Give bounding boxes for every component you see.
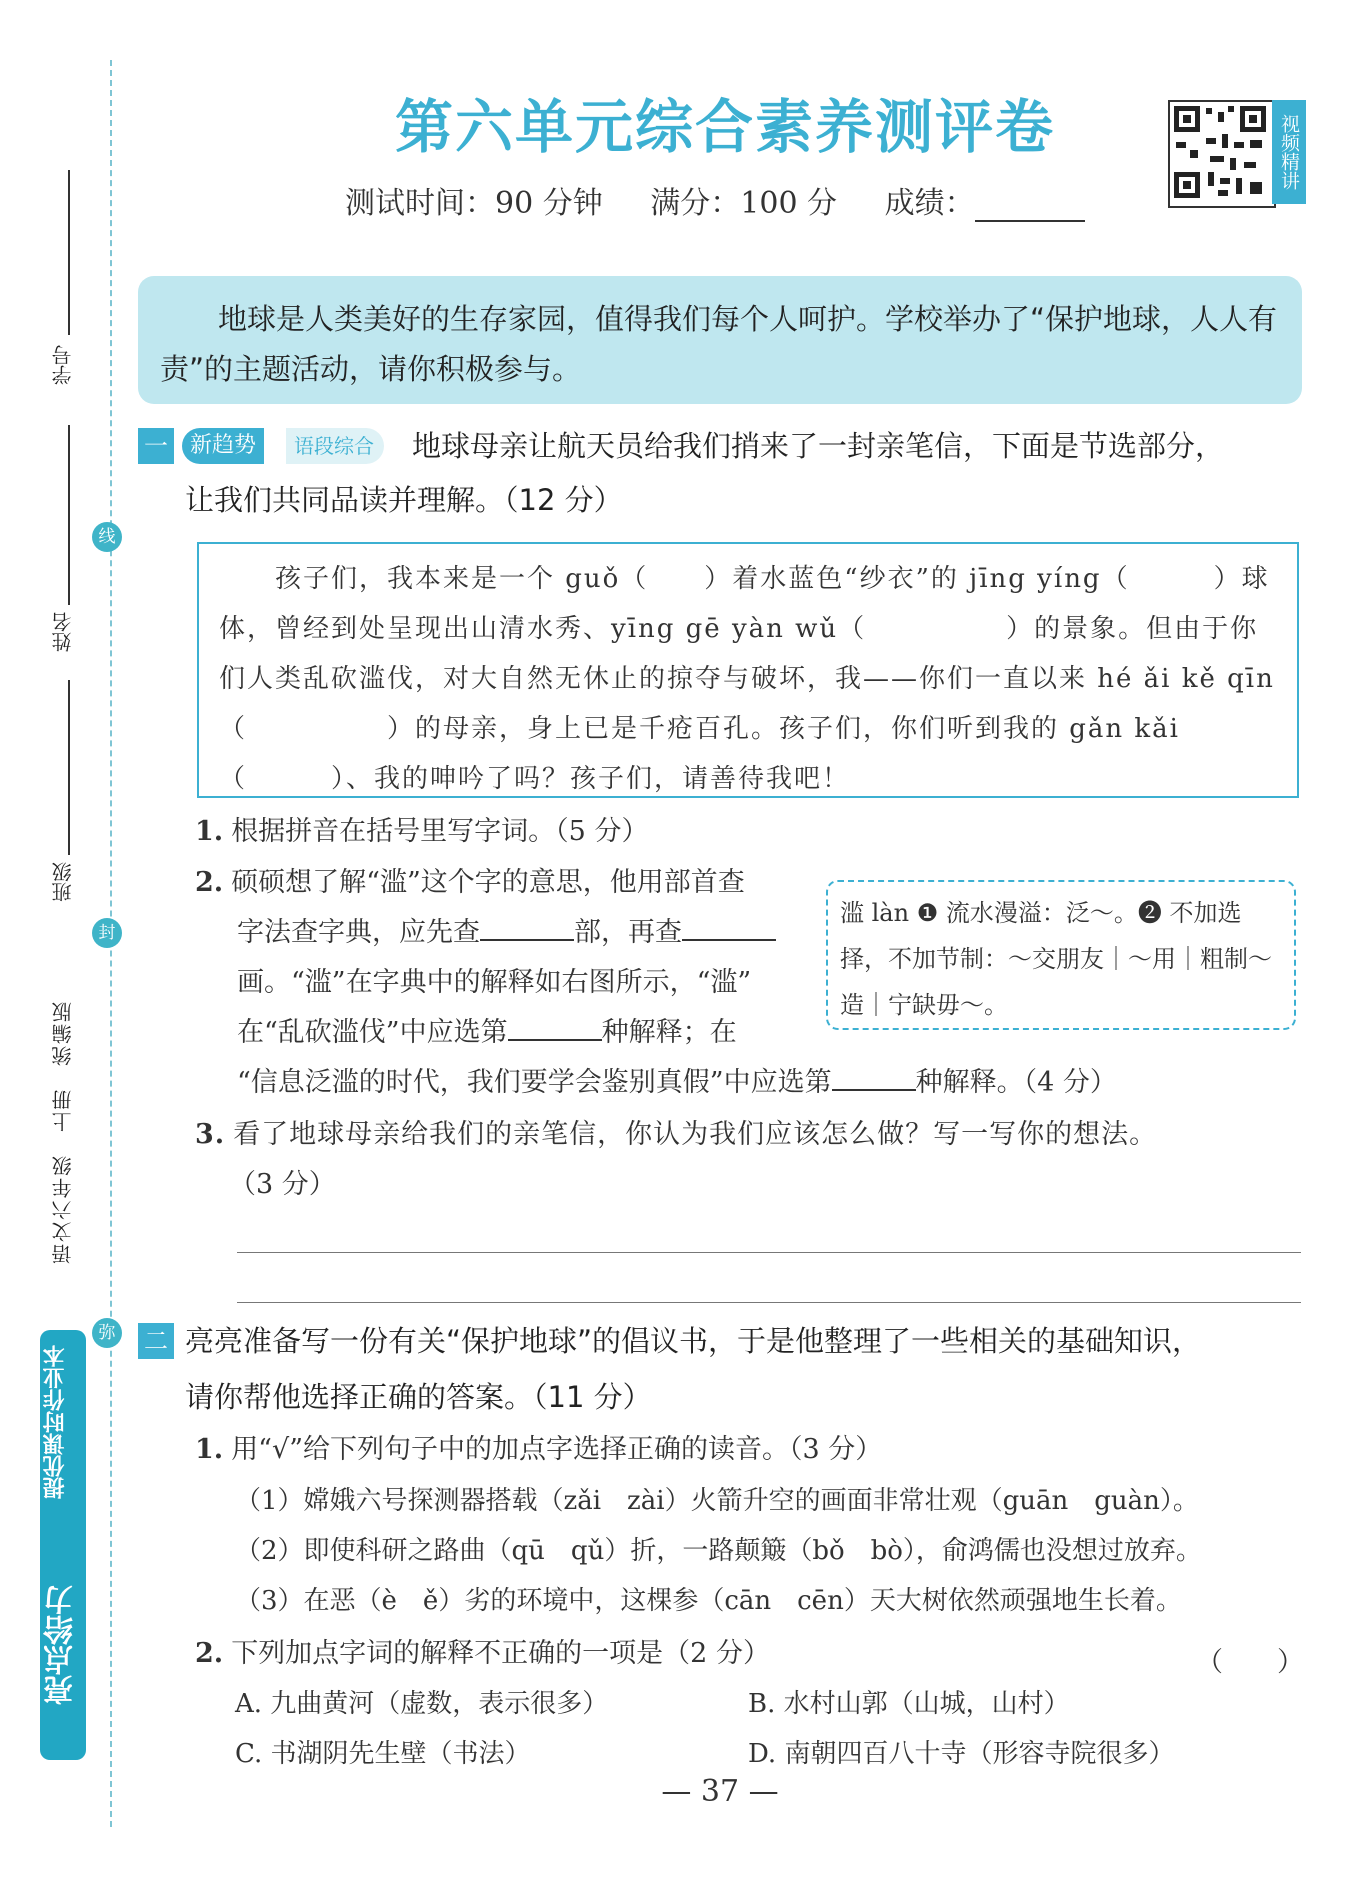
section2-number: 二 [138,1323,174,1359]
s2-question2: 2. 下列加点字词的解释不正确的一项是（2 分） [195,1638,770,1669]
option-d[interactable]: D. 南朝四百八十寺（形容寺院很多） [748,1739,1175,1769]
banji-label: 班级 [51,862,75,902]
brand-main: 亮点给力 [44,1585,79,1705]
test-time: 测试时间：90 分钟 [345,186,603,221]
option-c[interactable]: C. 书湖阴先生壁（书法） [235,1739,531,1769]
s2-q1-item2: （2）即使科研之路曲（qū qǔ）折，一路颠簸（bǒ bò），俞鸿儒也没想过放弃。 [235,1536,1202,1566]
brand-sub: 提优课时作业本 [43,1345,68,1499]
intro-box [138,276,1302,404]
xuehao-line [68,170,70,335]
section1-type-tag: 语段综合 [286,428,384,464]
section1-line2: 让我们共同品读并理解。（12 分） [185,483,623,517]
page-title: 第六单元综合素养测评卷 [394,93,1055,161]
letter-text: 孩子们，我本来是一个 guǒ（ ）着水蓝色“纱衣”的 jīng yíng（ ）球体，曾经到处呈现出山清水秀、yīng gē yàn wǔ（ ）的景象。但由于你们人类乱砍滥伐，对大自然无休止的掠夺与破坏，我——你们一直以来 hé ǎi kě qīn（ ）的母亲，身上已是千疮百孔。孩子们，你们听到我的 gǎn kǎi（ ）、我的呻吟了吗？孩子们，请善待我吧！ [219,564,1275,794]
choice1-blank[interactable] [508,1015,602,1041]
section1-number: 一 [138,428,174,464]
xuehao-label: 学号 [51,345,75,385]
s1-question1: 1. 根据拼音在括号里写字词。（5 分） [195,816,649,847]
dictionary-text: 滥 làn ❶ 流水漫溢：泛～。❷ 不加选择，不加节制：～交朋友｜～用｜粗制～造｜宁缺毋～。 [840,899,1272,1019]
xingming-line [68,425,70,605]
choice2-blank[interactable] [832,1065,916,1091]
bihua-blank[interactable] [682,915,776,941]
s1-question3-line2: （3 分） [229,1169,336,1200]
feng-circle: 封 [92,918,122,948]
s2-q2-answer-paren[interactable]: （ ） [1196,1647,1304,1678]
section1-line1: 地球母亲让航天员给我们捎来了一封亲笔信，下面是节选部分， [412,429,1225,463]
section2-line2: 请你帮他选择正确的答案。（11 分） [185,1380,652,1414]
s1-question2-line2: 字法查字典，应先查 部，再查 [237,908,776,958]
intro-text: 地球是人类美好的生存家园，值得我们每个人呵护。学校举办了“保护地球，人人有责”的主题活动，请你积极参与。 [160,302,1278,386]
section2-line1: 亮亮准备写一份有关“保护地球”的倡议书，于是他整理了一些相关的基础知识， [185,1324,1202,1358]
score-blank[interactable] [975,192,1085,222]
xingming-label: 姓名 [51,612,75,652]
dictionary-entry-box [826,880,1296,1030]
s1-question2-line3: 画。“滥”在字典中的解释如右图所示，“滥” [237,967,752,998]
s1-question3-line1: 3. 看了地球母亲给我们的亲笔信，你认为我们应该怎么做？写一写你的想法。 [195,1119,1158,1150]
qr-code-icon[interactable] [1168,100,1276,208]
xian-circle: 线 [92,522,122,552]
page-number: — 37 — [661,1774,779,1809]
s2-q1-item3: （3）在恶（è ě）劣的环境中，这棵参（cān cēn）天大树依然顽强地生长着。 [235,1586,1182,1616]
option-b[interactable]: B. 水村山郭（山城，山村） [748,1689,1070,1719]
s2-question1: 1. 用“√”给下列句子中的加点字选择正确的读音。（3 分） [195,1434,883,1465]
score-label: 成绩： [885,186,1123,221]
letter-passage [197,542,1299,798]
qr-label: 视频精讲 [1272,100,1306,204]
banji-line [68,680,70,855]
answer-line-2[interactable] [237,1302,1301,1303]
s1-question2-line5: “信息泛滥的时代，我们要学会鉴别真假”中应选第 种解释。（4 分） [237,1067,1117,1098]
s1-question2-line4: 在“乱砍滥伐”中应选第 种解释；在 [237,1017,737,1048]
bushou-blank[interactable] [480,915,574,941]
test-info [345,178,1161,222]
full-score: 满分：100 分 [650,186,838,221]
mi-circle: 弥 [92,1318,122,1348]
option-a[interactable]: A. 九曲黄河（虚数，表示很多） [235,1689,609,1719]
answer-line-1[interactable] [237,1252,1301,1253]
book-info: 语文六年级 上册 统编版 [51,1000,75,1264]
s2-q1-item1: （1）嫦娥六号探测器搭载（zǎi zài）火箭升空的画面非常壮观（guān guàn）。 [235,1486,1199,1516]
s1-question2-line1: 2. 硕硕想了解“滥”这个字的意思，他用部首查 [195,867,745,898]
section1-trend-tag: 新趋势 [182,428,264,464]
